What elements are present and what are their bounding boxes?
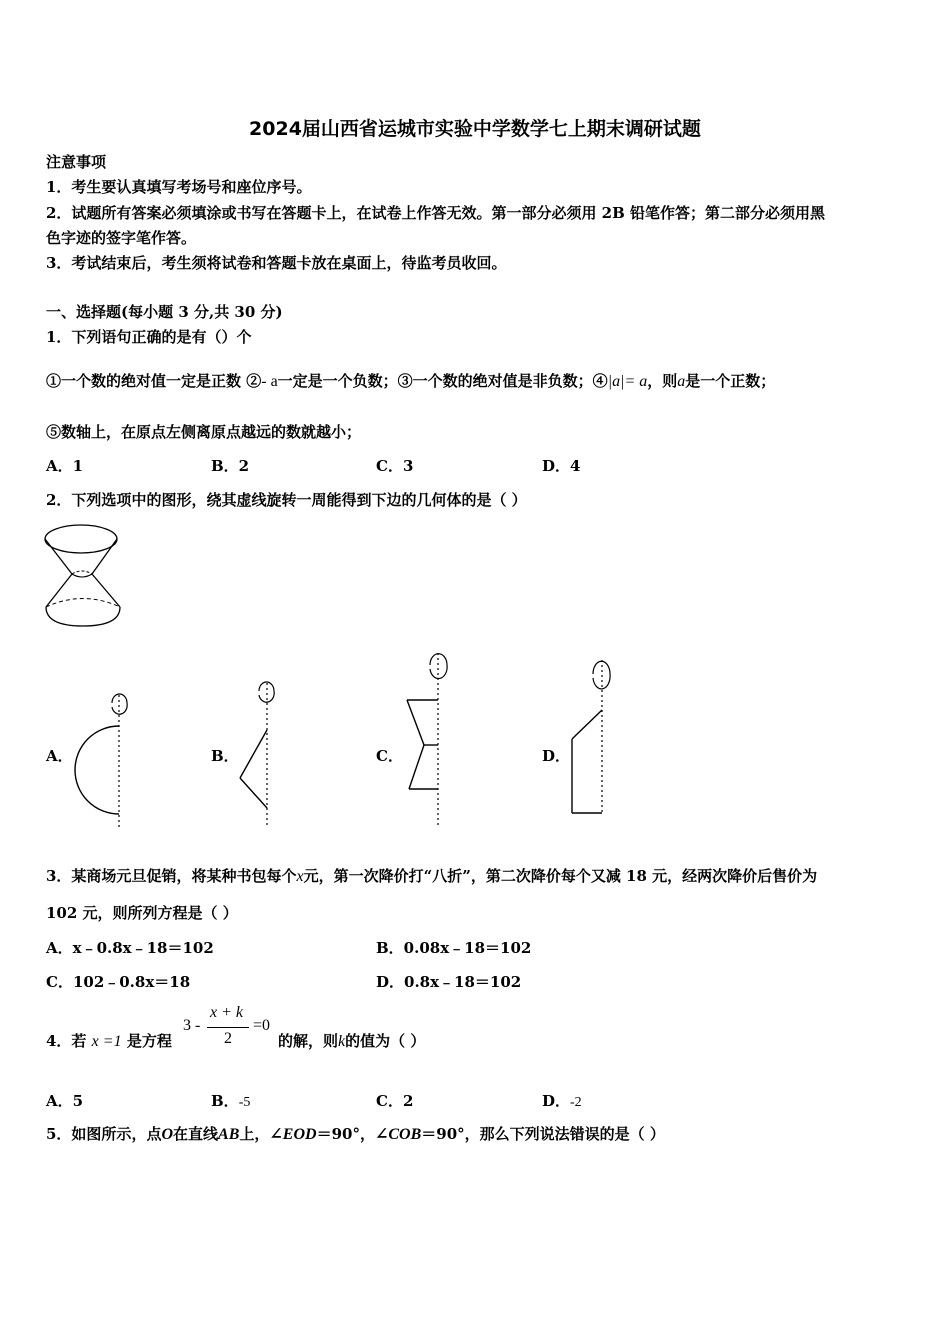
q4-option-d-value: -2	[570, 1095, 582, 1110]
double-cone-figure	[40, 518, 130, 633]
q4-text-b: 是方程	[126, 1032, 172, 1050]
q1-option-b[interactable]: B．2	[211, 457, 250, 475]
q5-stem	[46, 1124, 665, 1145]
q5-angle-eod: ∠EOD	[269, 1126, 317, 1143]
q1-s1c: ，则	[647, 372, 678, 390]
page-title: 2024届山西省运城市实验中学数学七上期末调研试题	[249, 118, 701, 140]
q5-line-ab: AB	[218, 1126, 240, 1143]
notice-item-1: 1．考生要认真填写考场号和座位序号。	[46, 178, 312, 196]
q4-fraction-bar	[207, 1027, 249, 1028]
q3-option-c[interactable]: C．102﹣0.8x＝18	[46, 973, 191, 991]
notice-item-2-cont: 色字迹的签字笔作答。	[46, 229, 197, 247]
q4-option-b-label: B．	[211, 1092, 239, 1110]
q1-s1a: ①一个数的绝对值一定是正数 ②	[46, 372, 262, 390]
q1-s1d: 是一个正数；	[685, 372, 776, 390]
section-heading: 一、选择题(每小题 3 分,共 30 分)	[46, 303, 283, 321]
q4-option-d[interactable]	[542, 1090, 582, 1111]
q4-eq-lead: 3 -	[183, 1017, 201, 1034]
q5-text-d: ＝90°，	[316, 1125, 375, 1143]
q4-denominator: 2	[224, 1030, 232, 1047]
q2-option-d[interactable]: D．	[542, 747, 571, 765]
q1-statements-line1	[46, 371, 775, 392]
q2-stem: 2．下列选项中的图形，绕其虚线旋转一周能得到下边的几何体的是（ ）	[46, 491, 527, 509]
q3-option-b[interactable]: B．0.08x﹣18＝102	[376, 939, 532, 957]
q2-figure-a-semicircle	[70, 695, 140, 830]
q2-option-c[interactable]: C．	[376, 747, 403, 765]
q4-option-b-value: -5	[238, 1095, 251, 1110]
q1-option-d[interactable]: D．4	[542, 457, 581, 475]
q4-var-k: k	[338, 1033, 346, 1050]
q1-option-a[interactable]: A．1	[46, 457, 84, 475]
q3-stem-line1	[46, 866, 817, 887]
q4-option-a[interactable]: A．5	[46, 1092, 84, 1110]
q3-stem-line2: 102 元，则所列方程是（ ）	[46, 904, 238, 922]
q4-option-c[interactable]: C．2	[376, 1092, 414, 1110]
q3-var-x: x	[296, 868, 304, 885]
q4-stem-a	[46, 1031, 172, 1052]
q1-abs-a: |a|	[607, 373, 625, 390]
q3-text-a: 3．某商场元旦促销，将某种书包每个	[46, 867, 297, 885]
q5-text-b: 在直线	[173, 1125, 219, 1143]
q5-text-e: ＝90°，那么下列说法错误的是（ ）	[421, 1125, 665, 1143]
notice-item-2: 2．试题所有答案必须填涂或书写在答题卡上，在试卷上作答无效。第一部分必须用 2B 铅笔作答；第二部分必须用黑	[46, 204, 826, 222]
q4-text-d: 的值为（ ）	[345, 1032, 426, 1050]
q1-neg-a: - a	[261, 373, 278, 390]
q4-condition: x =1	[91, 1033, 122, 1050]
q1-var-a: a	[677, 373, 686, 390]
q1-s1b: 一定是一个负数；③一个数的绝对值是非负数；④	[277, 372, 608, 390]
q4-option-d-label: D．	[542, 1092, 571, 1110]
q1-option-c[interactable]: C．3	[376, 457, 414, 475]
q4-numerator: x + k	[210, 1004, 243, 1021]
q4-text-a: 4．若	[46, 1032, 87, 1050]
q4-eq-tail: =0	[253, 1017, 271, 1034]
q5-text-a: 5．如图所示，点	[46, 1125, 162, 1143]
q2-option-a[interactable]: A．	[46, 747, 73, 765]
q2-figure-c-bowtie	[400, 653, 455, 828]
q3-option-a[interactable]: A．x﹣0.8x﹣18＝102	[46, 939, 214, 957]
q1-stem: 1．下列语句正确的是有（）个	[46, 328, 252, 346]
notice-heading: 注意事项	[46, 153, 107, 171]
q1-eq-a: = a	[624, 373, 648, 390]
notice-item-3: 3．考试结束后，考生须将试卷和答题卡放在桌面上，待监考员收回。	[46, 254, 507, 272]
q5-point-o: O	[161, 1126, 174, 1143]
q4-stem-b	[278, 1031, 425, 1052]
q1-statement-5: ⑤数轴上，在原点左侧离原点越远的数就越小；	[46, 423, 362, 441]
q3-option-d[interactable]: D．0.8x﹣18＝102	[376, 973, 522, 991]
q2-figure-b-triangle	[235, 683, 285, 828]
q3-text-b: 元，第一次降价打“八折”，第二次降价每个又减 18 元，经两次降价后售价为	[303, 867, 818, 885]
q5-text-c: 上，	[239, 1125, 270, 1143]
q2-figure-d-trapezoid	[565, 660, 620, 820]
q2-option-b[interactable]: B．	[211, 747, 239, 765]
q4-option-b[interactable]	[211, 1090, 250, 1111]
q5-angle-cob: ∠COB	[374, 1126, 422, 1143]
q4-text-c: 的解，则	[278, 1032, 339, 1050]
